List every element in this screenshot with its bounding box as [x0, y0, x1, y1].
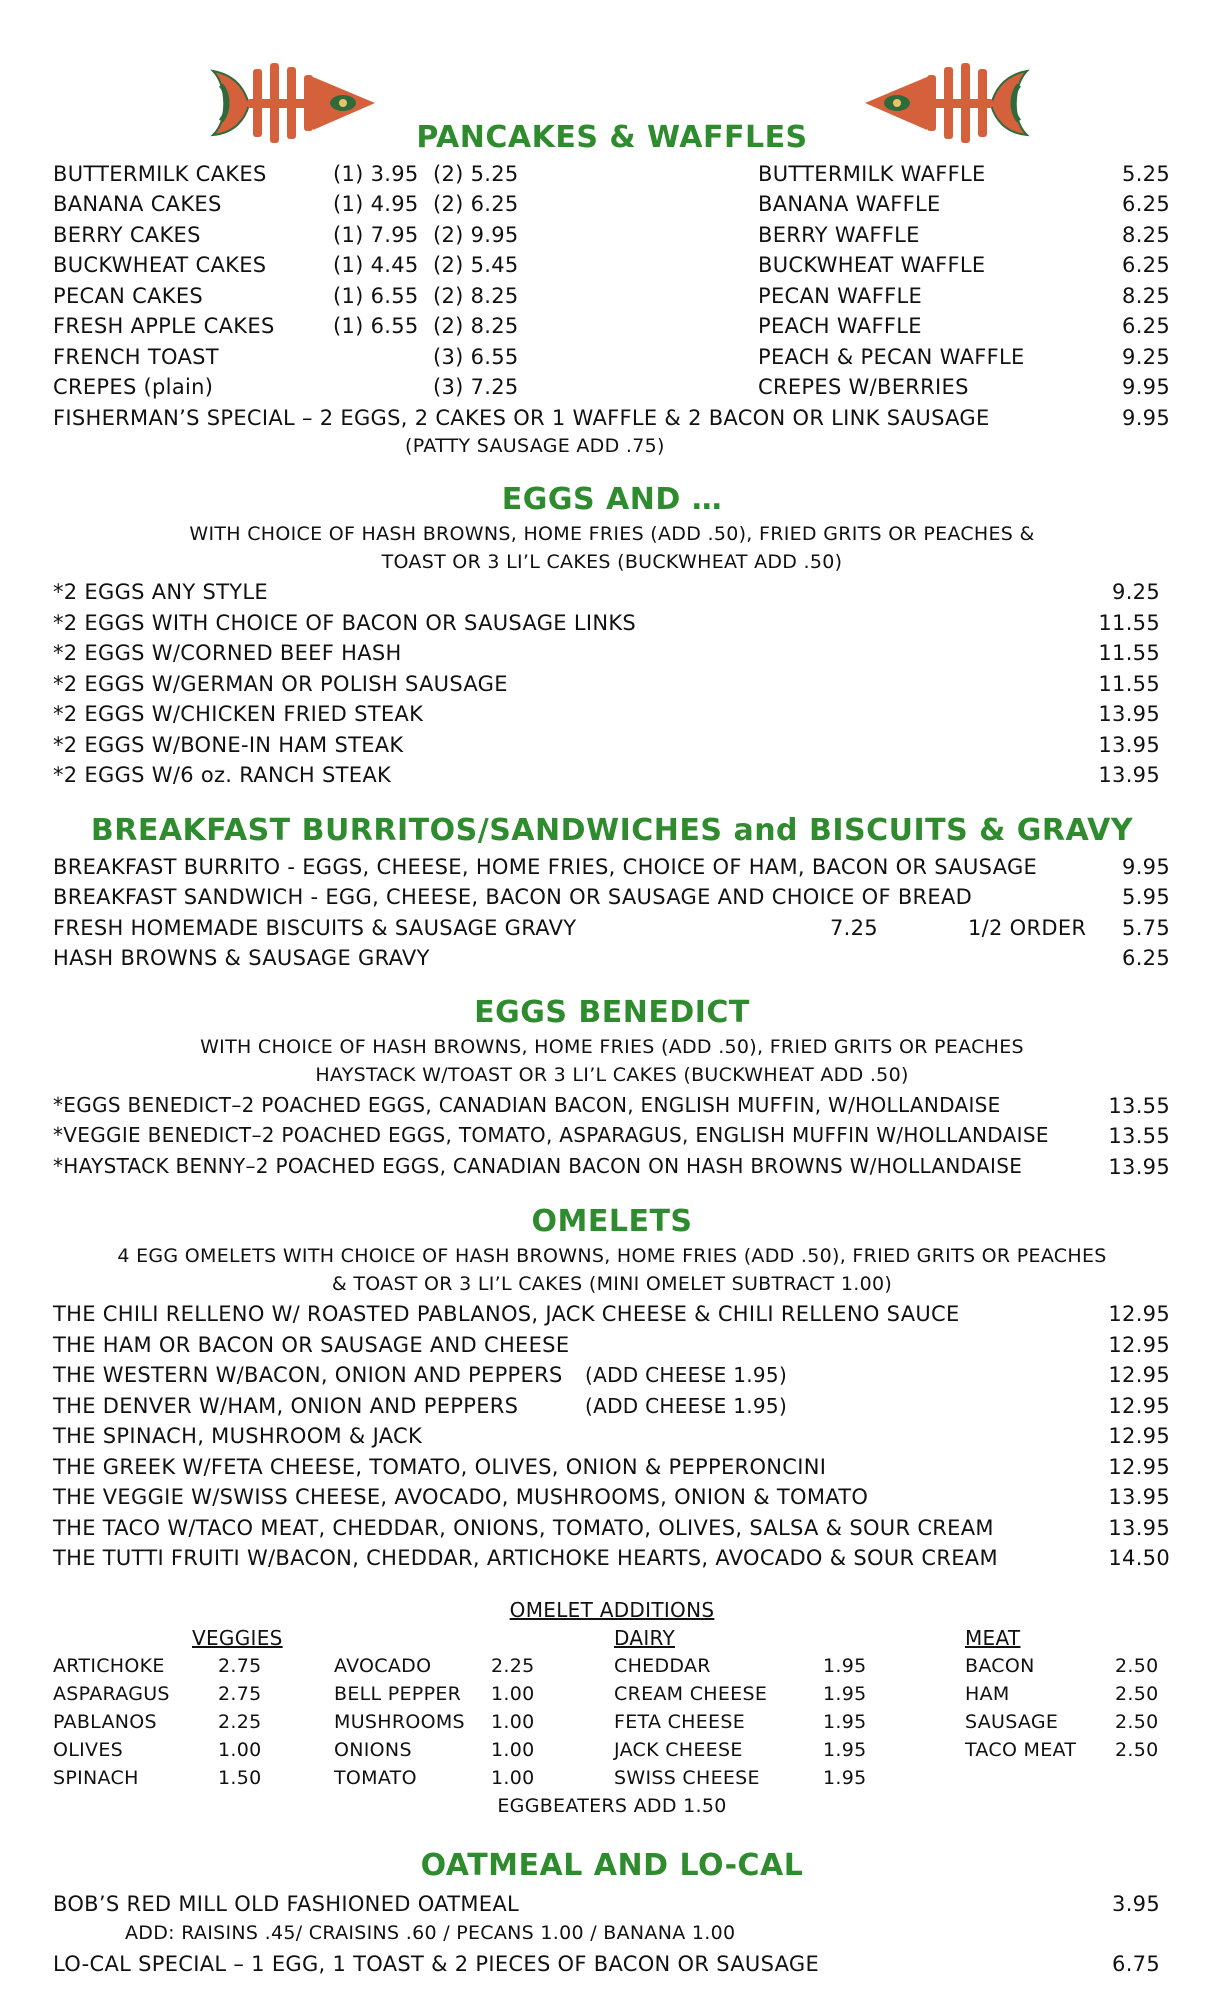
addition-price: 2.50 [1115, 1683, 1159, 1705]
menu-item-price: 13.95 [1108, 1155, 1170, 1179]
menu-item-price: 13.95 [1108, 1485, 1170, 1509]
menu-item-name: PECAN CAKES [53, 284, 204, 308]
menu-item-price: (2) 9.95 [433, 223, 519, 247]
addition-price: 1.95 [823, 1683, 867, 1705]
menu-item-note: (ADD CHEESE 1.95) [585, 1363, 788, 1387]
addition-price: 1.95 [823, 1655, 867, 1677]
menu-item-name: BUCKWHEAT WAFFLE [758, 253, 986, 277]
menu-item-price: 14.50 [1108, 1546, 1170, 1570]
addition-name: TOMATO [334, 1767, 417, 1789]
addition-price: 2.25 [218, 1711, 262, 1733]
menu-item-name: BERRY CAKES [53, 223, 201, 247]
addition-name: FETA CHEESE [614, 1711, 746, 1733]
menu-item-price: 13.55 [1108, 1094, 1170, 1118]
menu-item-name: LO-CAL SPECIAL – 1 EGG, 1 TOAST & 2 PIECES OF BACON OR SAUSAGE [53, 1952, 820, 1976]
addition-name: SWISS CHEESE [614, 1767, 760, 1789]
menu-item-name: THE CHILI RELLENO W/ ROASTED PABLANOS, JACK CHEESE & CHILI RELLENO SAUCE [53, 1302, 960, 1326]
additions-dairy-label: DAIRY [614, 1626, 675, 1650]
addition-price: 2.50 [1115, 1711, 1159, 1733]
menu-item-price: 12.95 [1108, 1363, 1170, 1387]
menu-item-name: *2 EGGS W/BONE-IN HAM STEAK [53, 733, 404, 757]
menu-item-name: BUTTERMILK WAFFLE [758, 162, 986, 186]
menu-item-name: *HAYSTACK BENNY–2 POACHED EGGS, CANADIAN BACON ON HASH BROWNS W/HOLLANDAISE [53, 1154, 1023, 1178]
section-title-benedict: EGGS BENEDICT [474, 995, 750, 1030]
menu-item-price: 13.95 [1098, 763, 1160, 787]
section-description: & TOAST OR 3 LI’L CAKES (MINI OMELET SUBTRACT 1.00) [331, 1273, 893, 1295]
section-description: HAYSTACK W/TOAST OR 3 LI’L CAKES (BUCKWHEAT ADD .50) [315, 1064, 909, 1086]
addition-name: CHEDDAR [614, 1655, 711, 1677]
addition-name: ARTICHOKE [53, 1655, 165, 1677]
menu-item-name: CREPES (plain) [53, 375, 214, 399]
addition-name: BELL PEPPER [334, 1683, 462, 1705]
menu-item-price: 6.25 [1122, 192, 1170, 216]
addition-price: 1.00 [491, 1767, 535, 1789]
menu-item-price: 11.55 [1098, 672, 1160, 696]
section-title-pancakes: PANCAKES & WAFFLES [416, 120, 808, 155]
menu-item-price: 12.95 [1108, 1455, 1170, 1479]
addition-price: 1.00 [491, 1711, 535, 1733]
section-title-oatmeal: OATMEAL AND LO-CAL [420, 1848, 804, 1883]
addition-name: JACK CHEESE [614, 1739, 743, 1761]
menu-item-price: (2) 6.25 [433, 192, 519, 216]
menu-item-price: (1) 7.95 [333, 223, 419, 247]
addition-name: CREAM CHEESE [614, 1683, 768, 1705]
addition-price: 2.50 [1115, 1655, 1159, 1677]
menu-item-name: BREAKFAST SANDWICH - EGG, CHEESE, BACON OR SAUSAGE AND CHOICE OF BREAD [53, 885, 973, 909]
menu-item-name: *2 EGGS WITH CHOICE OF BACON OR SAUSAGE LINKS [53, 611, 637, 635]
addition-name: AVOCADO [334, 1655, 432, 1677]
menu-item-name: THE SPINACH, MUSHROOM & JACK [53, 1424, 423, 1448]
menu-item-price: (1) 4.95 [333, 192, 419, 216]
menu-item-price: 11.55 [1098, 641, 1160, 665]
menu-item-price: 5.95 [1122, 885, 1170, 909]
addition-price: 2.50 [1115, 1739, 1159, 1761]
menu-item-name: THE TUTTI FRUITI W/BACON, CHEDDAR, ARTICHOKE HEARTS, AVOCADO & SOUR CREAM [53, 1546, 998, 1570]
section-title-burritos: BREAKFAST BURRITOS/SANDWICHES and BISCUITS & GRAVY [90, 813, 1134, 848]
menu-item-price: 8.25 [1122, 284, 1170, 308]
menu-item-price: 9.25 [1112, 580, 1160, 604]
additions-meat-label: MEAT [965, 1626, 1021, 1650]
addition-name: HAM [965, 1683, 1010, 1705]
menu-item-name: THE DENVER W/HAM, ONION AND PEPPERS [53, 1394, 519, 1418]
menu-item-price: 6.25 [1122, 946, 1170, 970]
menu-item-name: *2 EGGS W/GERMAN OR POLISH SAUSAGE [53, 672, 508, 696]
menu-item-price: 13.95 [1098, 733, 1160, 757]
section-description: 4 EGG OMELETS WITH CHOICE OF HASH BROWNS, HOME FRIES (ADD .50), FRIED GRITS OR PEACHES [117, 1245, 1107, 1267]
menu-item-name: PEACH WAFFLE [758, 314, 922, 338]
addition-name: ONIONS [334, 1739, 412, 1761]
menu-item-price: 6.25 [1122, 253, 1170, 277]
section-description: WITH CHOICE OF HASH BROWNS, HOME FRIES (ADD .50), FRIED GRITS OR PEACHES [200, 1036, 1024, 1058]
menu-item-name: PEACH & PECAN WAFFLE [758, 345, 1025, 369]
menu-item-name: *2 EGGS W/6 oz. RANCH STEAK [53, 763, 392, 787]
addition-name: OLIVES [53, 1739, 124, 1761]
additions-veggies-label: VEGGIES [192, 1626, 283, 1650]
menu-item-name: BANANA WAFFLE [758, 192, 941, 216]
menu-item-name: BERRY WAFFLE [758, 223, 920, 247]
menu-item-name: PECAN WAFFLE [758, 284, 923, 308]
additions-title: OMELET ADDITIONS [509, 1598, 715, 1622]
menu-item-name: THE TACO W/TACO MEAT, CHEDDAR, ONIONS, TOMATO, OLIVES, SALSA & SOUR CREAM [53, 1516, 994, 1540]
menu-item-name: FRESH APPLE CAKES [53, 314, 275, 338]
menu-item-price: 8.25 [1122, 223, 1170, 247]
menu-item-price: 5.25 [1122, 162, 1170, 186]
menu-item-price: 6.75 [1112, 1952, 1160, 1976]
section-description: WITH CHOICE OF HASH BROWNS, HOME FRIES (ADD .50), FRIED GRITS OR PEACHES & [189, 523, 1035, 545]
addition-name: BACON [965, 1655, 1035, 1677]
menu-item-name: HASH BROWNS & SAUSAGE GRAVY [53, 946, 430, 970]
menu-item-name: *2 EGGS W/CORNED BEEF HASH [53, 641, 402, 665]
menu-item-price: 3.95 [1112, 1892, 1160, 1916]
menu-item-price: 13.95 [1108, 1516, 1170, 1540]
menu-item-price: (1) 6.55 [333, 284, 419, 308]
fishermans-special: FISHERMAN’S SPECIAL – 2 EGGS, 2 CAKES OR 1 WAFFLE & 2 BACON OR LINK SAUSAGE [53, 406, 990, 430]
menu-item-price: 5.75 [1122, 916, 1170, 940]
addition-name: SAUSAGE [965, 1711, 1059, 1733]
menu-item-price: (2) 8.25 [433, 284, 519, 308]
menu-item-name: *2 EGGS ANY STYLE [53, 580, 268, 604]
addition-price: 1.00 [491, 1739, 535, 1761]
menu-item-note: 1/2 ORDER [968, 916, 1087, 940]
menu-item-price: 9.95 [1122, 855, 1170, 879]
menu-note: (PATTY SAUSAGE ADD .75) [405, 435, 665, 457]
section-title-eggs: EGGS AND … [501, 482, 723, 517]
menu-item-price: (2) 8.25 [433, 314, 519, 338]
addition-price: 2.75 [218, 1683, 262, 1705]
menu-item-price: 9.25 [1122, 345, 1170, 369]
addition-name: PABLANOS [53, 1711, 157, 1733]
addition-name: ASPARAGUS [53, 1683, 170, 1705]
menu-item-note: (ADD CHEESE 1.95) [585, 1394, 788, 1418]
menu-item-name: BUTTERMILK CAKES [53, 162, 267, 186]
section-description: TOAST OR 3 LI’L CAKES (BUCKWHEAT ADD .50) [381, 551, 843, 573]
menu-item-name: THE WESTERN W/BACON, ONION AND PEPPERS [53, 1363, 563, 1387]
menu-item-name: FRESH HOMEMADE BISCUITS & SAUSAGE GRAVY [53, 916, 577, 940]
menu-item-price: (1) 4.45 [333, 253, 419, 277]
addition-name: MUSHROOMS [334, 1711, 465, 1733]
menu-item-price: 12.95 [1108, 1424, 1170, 1448]
menu-item-price: 13.55 [1108, 1124, 1170, 1148]
menu-item-name: BOB’S RED MILL OLD FASHIONED OATMEAL [53, 1892, 519, 1916]
menu-item-name: *VEGGIE BENEDICT–2 POACHED EGGS, TOMATO, ASPARAGUS, ENGLISH MUFFIN W/HOLLANDAISE [53, 1123, 1049, 1147]
menu-item-price: 6.25 [1122, 314, 1170, 338]
eggbeaters-note: EGGBEATERS ADD 1.50 [497, 1795, 727, 1817]
addition-price: 1.00 [491, 1683, 535, 1705]
menu-item-price: 12.95 [1108, 1394, 1170, 1418]
menu-item-name: THE GREEK W/FETA CHEESE, TOMATO, OLIVES, ONION & PEPPERONCINI [53, 1455, 827, 1479]
addition-name: TACO MEAT [965, 1739, 1077, 1761]
menu-item-name: *2 EGGS W/CHICKEN FRIED STEAK [53, 702, 424, 726]
menu-item-price: (2) 5.25 [433, 162, 519, 186]
menu-item-name: BUCKWHEAT CAKES [53, 253, 267, 277]
addition-price: 1.50 [218, 1767, 262, 1789]
menu-item-name: THE HAM OR BACON OR SAUSAGE AND CHEESE [53, 1333, 570, 1357]
oatmeal-addons: ADD: RAISINS .45/ CRAISINS .60 / PECANS 1.00 / BANANA 1.00 [125, 1922, 736, 1944]
menu-item-name: *EGGS BENEDICT–2 POACHED EGGS, CANADIAN BACON, ENGLISH MUFFIN, W/HOLLANDAISE [53, 1093, 1001, 1117]
addition-name: SPINACH [53, 1767, 139, 1789]
menu-item-price: 12.95 [1108, 1333, 1170, 1357]
menu-item-price: (3) 7.25 [433, 375, 519, 399]
addition-price: 2.75 [218, 1655, 262, 1677]
menu-item-price: (2) 5.45 [433, 253, 519, 277]
menu-item-price: (1) 6.55 [333, 314, 419, 338]
menu-item-price: 9.95 [1122, 406, 1170, 430]
addition-price: 1.95 [823, 1739, 867, 1761]
menu-item-price: 12.95 [1108, 1302, 1170, 1326]
menu-item-price: (1) 3.95 [333, 162, 419, 186]
addition-price: 1.00 [218, 1739, 262, 1761]
menu-item-name: CREPES W/BERRIES [758, 375, 969, 399]
section-title-omelets: OMELETS [531, 1204, 693, 1239]
menu-item-name: BREAKFAST BURRITO - EGGS, CHEESE, HOME FRIES, CHOICE OF HAM, BACON OR SAUSAGE [53, 855, 1038, 879]
menu-item-price: 11.55 [1098, 611, 1160, 635]
menu-item-price: (3) 6.55 [433, 345, 519, 369]
menu-item-price: 7.25 [830, 916, 878, 940]
addition-price: 1.95 [823, 1767, 867, 1789]
menu-item-price: 13.95 [1098, 702, 1160, 726]
addition-price: 2.25 [491, 1655, 535, 1677]
menu-item-name: THE VEGGIE W/SWISS CHEESE, AVOCADO, MUSHROOMS, ONION & TOMATO [53, 1485, 869, 1509]
menu-item-name: FRENCH TOAST [53, 345, 219, 369]
addition-price: 1.95 [823, 1711, 867, 1733]
menu-item-price: 9.95 [1122, 375, 1170, 399]
menu-item-name: BANANA CAKES [53, 192, 222, 216]
